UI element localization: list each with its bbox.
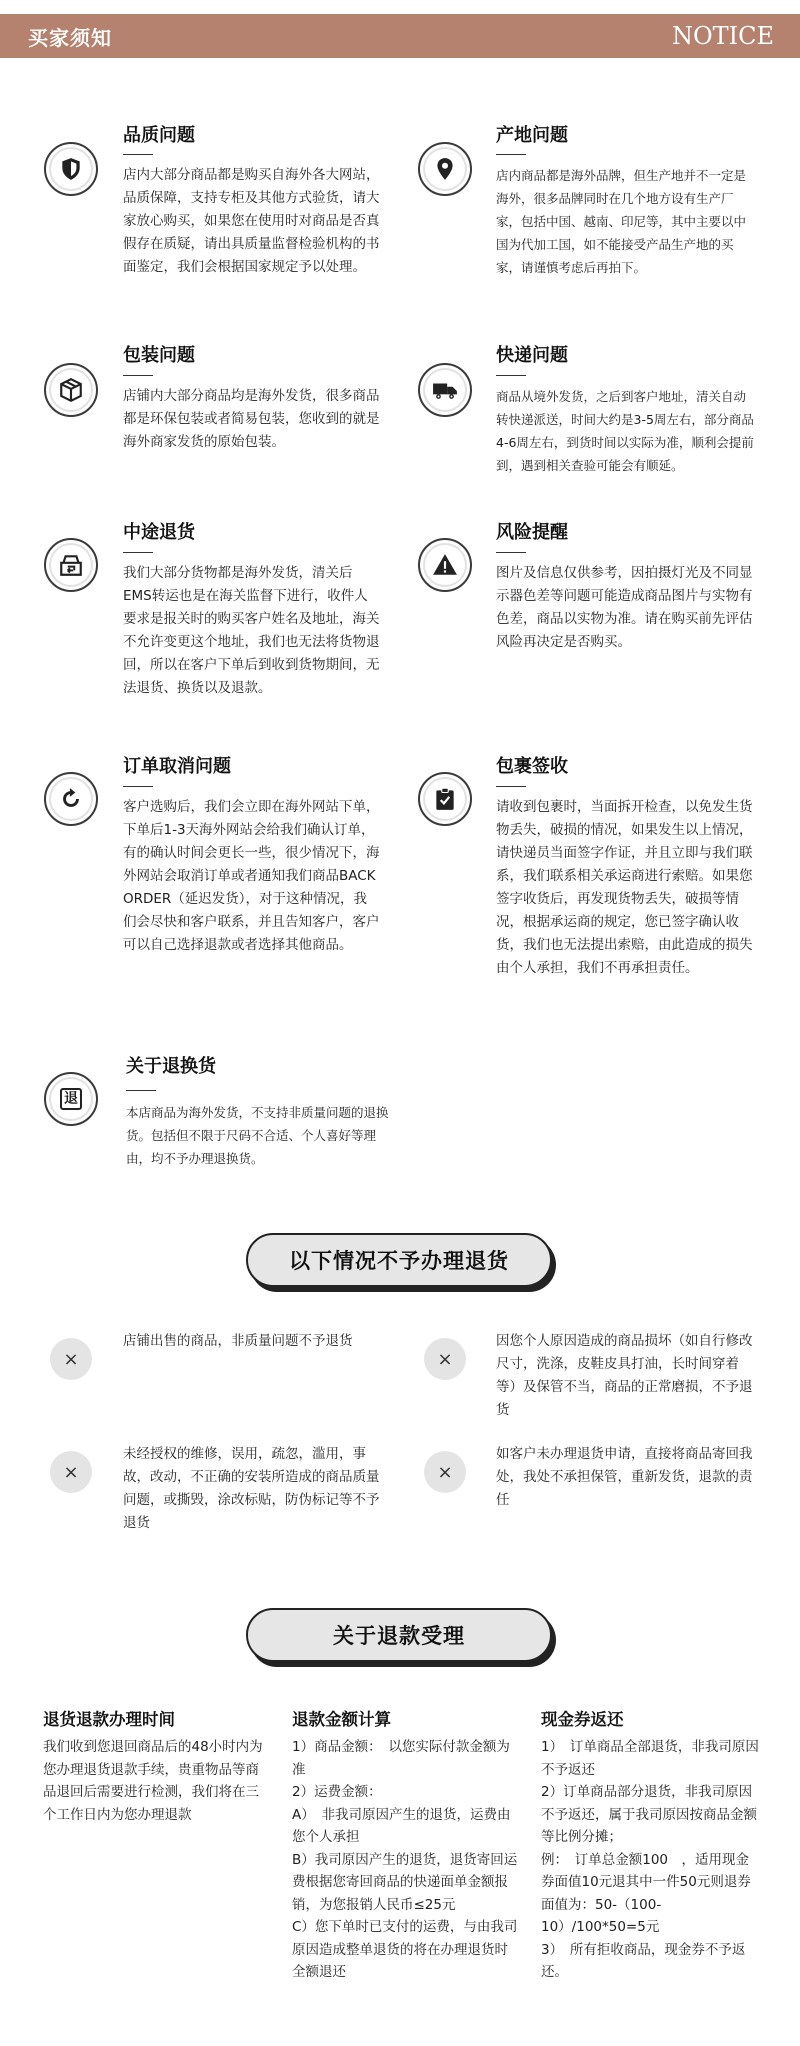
notice-body: 店铺内大部分商品均是海外发货，很多商品都是环保包装或者简易包装，您收到的就是海外商家发货的原始包装。: [123, 388, 380, 450]
refund-line: 3） 所有拒收商品，现金券不予返还。: [541, 1941, 746, 1980]
notice-title: 风险提醒: [496, 522, 568, 543]
refund-line: 2）订单商品部分退货，非我司原因不予返还，属于我司原因按商品金额等比例分摊；: [541, 1784, 757, 1845]
return-icon: [44, 538, 98, 592]
close-icon: ×: [424, 1451, 466, 1493]
notice-body: 图片及信息仅供参考，因拍摄灯光及不同显示器色差等问题可能造成商品图片与实物有色差，商品以实物为准。请在购买前先评估风险再决定是否购买。: [496, 565, 753, 650]
notice-header-bar: [0, 14, 800, 58]
notice-title: 品质问题: [123, 125, 195, 146]
notice-body: 我们大部分货物都是海外发货，清关后EMS转运也是在海关监督下进行，收件人要求是报关时的购买客户姓名及地址，海关不允许变更这个地址，我们也无法将货物退回，所以在客户下单后到收到货物期间，无法退货、换货以及退款。: [123, 565, 380, 696]
title-underline: [496, 154, 526, 155]
refund-column-title: 现金券返还: [541, 1710, 624, 1729]
tui-char-icon: [44, 1072, 98, 1126]
header-title-en: NOTICE: [671, 22, 774, 50]
refund-line: 我们收到您退回商品后的48小时内为您办理退货退款手续，贵重物品等商品退回后需要进行检测，我们将在三个工作日内为您办理退款: [43, 1739, 263, 1823]
clipboard-check-icon: [418, 772, 472, 826]
package-icon: [44, 363, 98, 417]
notice-body: 请收到包裹时，当面拆开检查，以免发生货物丢失，破损的情况，如果发生以上情况，请快递员当面签字作证，并且立即与我们联系，我们联系相关承运商进行索赔。如果您签字收货后，再发现货物丢失，破损等情况，根据承运商的规定，您已签字确认收货，我们也无法提出索赔，由此造成的损失由个人承担，我们不再承担责任。: [496, 799, 753, 976]
no-return-heading: 以下情况不予办理退货: [246, 1233, 552, 1287]
close-icon: ×: [424, 1338, 466, 1380]
title-underline: [123, 552, 153, 553]
notice-title: 关于退换货: [126, 1056, 216, 1077]
title-underline: [123, 786, 153, 787]
notice-title: 订单取消问题: [123, 756, 231, 777]
notice-title: 包裹签收: [496, 756, 568, 777]
notice-body: 店内商品都是海外品牌，但生产地并不一定是海外，很多品牌同时在几个地方设有生产厂家，包括中国、越南、印尼等，其中主要以中国为代加工国，如不能接受产品生产地的买家，请谨慎考虑后再拍下。: [496, 168, 747, 275]
location-pin-icon: [418, 142, 472, 196]
notice-title: 包装问题: [123, 345, 195, 366]
title-underline: [496, 552, 526, 553]
notice-title: 产地问题: [496, 125, 568, 146]
refund-line: 1） 订单商品全部退货，非我司原因不予返还: [541, 1739, 759, 1778]
tui-char: 退: [60, 1088, 82, 1110]
refund-line: B）我司原因产生的退货，退货寄回运费根据您寄回商品的快递面单金额报销，为您报销人民币≤25元: [292, 1851, 518, 1913]
no-return-item: 因您个人原因造成的商品损坏（如自行修改尺寸，洗涤，皮鞋皮具打油，长时间穿着等）及保管不当，商品的正常磨损，不予退货: [496, 1333, 753, 1418]
refund-column-title: 退款金额计算: [292, 1710, 391, 1729]
refund-column-body: [541, 1736, 759, 1984]
notice-title: 快递问题: [496, 345, 568, 366]
title-underline: [496, 786, 526, 787]
close-icon: ×: [50, 1338, 92, 1380]
notice-body: 客户选购后，我们会立即在海外网站下单，下单后1-3天海外网站会给我们确认订单，有的确认时间会更长一些，很少情况下，海外网站会取消订单或者通知我们商品BACK ORDER（延迟发货），对于这种情况，我们会尽快和客户联系，并且告知客户，客户可以自己选择退款或者选择其他商品。: [123, 799, 380, 953]
title-underline: [123, 154, 153, 155]
title-underline: [123, 375, 153, 376]
refund-column-title: 退货退款办理时间: [43, 1710, 175, 1729]
refund-line: 1）商品金额： 以您实际付款金额为准: [292, 1739, 510, 1778]
title-underline: [126, 1090, 156, 1091]
no-return-item: 未经授权的维修，误用，疏忽，滥用，事故，改动，不正确的安装所造成的商品质量问题，或撕毁，涂改标贴，防伪标记等不予退货: [123, 1446, 380, 1531]
truck-icon: [418, 363, 472, 417]
shield-icon: [44, 142, 98, 196]
title-underline: [496, 375, 526, 376]
refresh-icon: [44, 772, 98, 826]
refund-line: C）您下单时已支付的运费，与由我司原因造成整单退货的将在办理退货时全额退还: [292, 1919, 518, 1980]
refund-column-body: [43, 1736, 265, 1826]
notice-title: 中途退货: [123, 522, 195, 543]
notice-body: 店内大部分商品都是购买自海外各大网站，品质保障，支持专柜及其他方式验货，请大家放心购买，如果您在使用时对商品是否真假存在质疑，请出具质量监督检验机构的书面鉴定，我们会根据国家规定予以处理。: [123, 167, 380, 275]
notice-body: 商品从境外发货，之后到客户地址，清关自动转快递派送，时间大约是3-5周左右，部分商品4-6周左右，到货时间以实际为准，顺利会提前到，遇到相关查验可能会有顺延。: [496, 389, 754, 473]
header-title-cn: 买家须知: [28, 25, 112, 50]
refund-column-body: [292, 1736, 518, 1984]
refund-line: 例： 订单总金额100 ，适用现金券面值10元退其中一件50元则退券面值为：50-（100-10）/100*50=5元: [541, 1851, 751, 1935]
close-icon: ×: [50, 1451, 92, 1493]
notice-body: 本店商品为海外发货，不支持非质量问题的退换货。包括但不限于尺码不合适、个人喜好等理由，均不予办理退换货。: [126, 1105, 389, 1166]
refund-heading: 关于退款受理: [246, 1608, 552, 1662]
warning-icon: [418, 538, 472, 592]
refund-line: 2）运费金额：: [292, 1784, 382, 1800]
no-return-item: 店铺出售的商品，非质量问题不予退货: [123, 1333, 353, 1349]
no-return-item: 如客户未办理退货申请，直接将商品寄回我处，我处不承担保管，重新发货，退款的责任: [496, 1446, 753, 1508]
refund-line: A） 非我司原因产生的退货，运费由您个人承担: [292, 1806, 511, 1845]
